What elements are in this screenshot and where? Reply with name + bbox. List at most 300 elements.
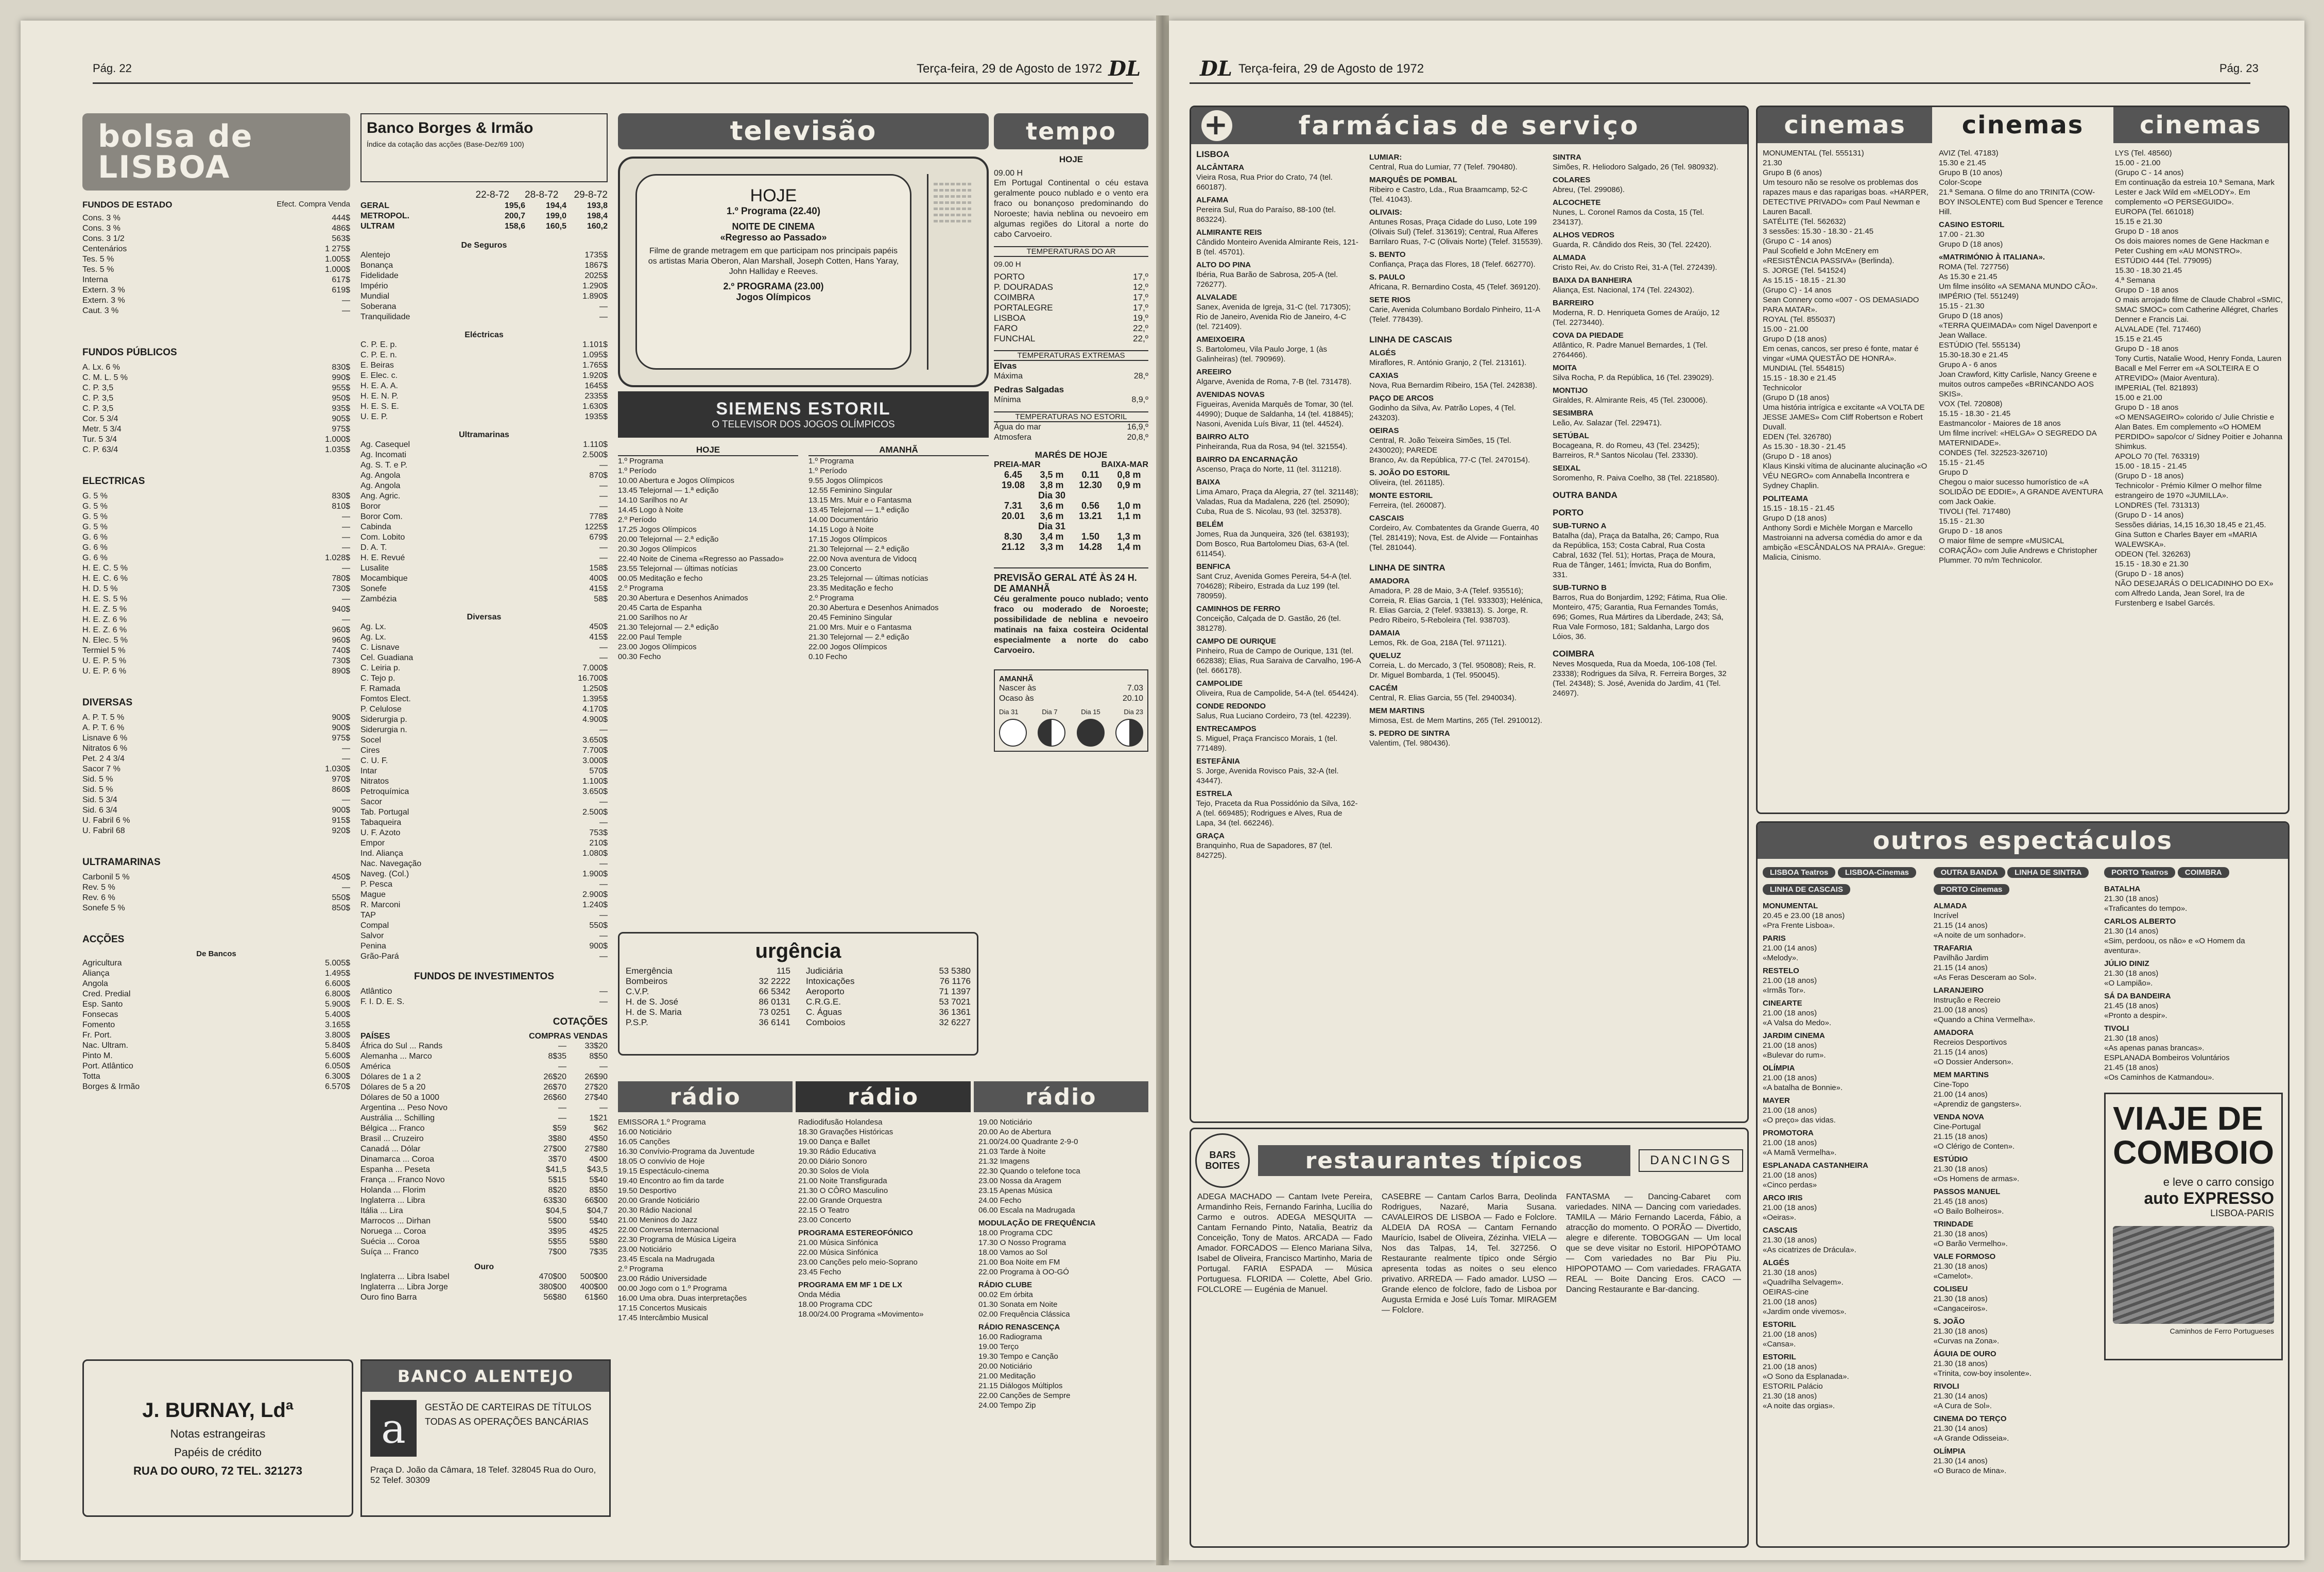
- tide-cell: 21.12: [1001, 542, 1025, 552]
- tv-set: [618, 157, 989, 387]
- tag-porto-teatros: PORTO Teatros: [2104, 867, 2175, 878]
- list-row: [82, 296, 350, 306]
- listing-text: S. JORGE (Tel. 541524): [1763, 266, 1846, 275]
- row-name: Sonefe 5 %: [82, 904, 125, 912]
- listing-text: 20.00 Ao de Abertura: [978, 1128, 1051, 1136]
- listing-text: 20.00 Noticiário: [978, 1362, 1032, 1371]
- tide-row: [994, 480, 1148, 490]
- list-row: [360, 859, 608, 869]
- listing-text: 23.00 Concerto: [798, 1216, 851, 1224]
- listing-text: Central, R. Elias Garcia, 55 (Tel. 2940034).: [1369, 694, 1517, 702]
- listing-heading: CASCAIS: [1369, 514, 1404, 523]
- list-row: [82, 574, 350, 584]
- tv-screen-p1: 1.º Programa (22.40): [726, 206, 821, 217]
- row-name: Argentina ... Peso Novo: [360, 1103, 447, 1112]
- list-row: [360, 1082, 608, 1093]
- alentejo-ad: [360, 1359, 611, 1517]
- listing-heading: SINTRA: [1553, 153, 1581, 162]
- listing-text: Um filme incrível: «HELGA» O SEGREDO DA MATERNIDADE».: [1939, 429, 2096, 447]
- pair-row: [626, 966, 790, 976]
- borges-name: Banco Borges & Irmão: [367, 119, 533, 136]
- list-row: [360, 879, 608, 890]
- row-name: Grão-Pará: [360, 952, 399, 961]
- temps-hora: 09.00 H: [994, 260, 1021, 269]
- row-name: C. Tejo p.: [360, 674, 395, 683]
- row-value: 1.240$: [582, 901, 608, 909]
- row-value: 935$: [332, 404, 350, 413]
- listing-heading: JÚLIO DINIZ: [2104, 959, 2149, 968]
- list-row: [82, 635, 350, 646]
- row-value: 415$: [589, 633, 608, 642]
- list-row: [360, 787, 608, 797]
- row-value: —: [342, 754, 350, 763]
- row-value: 5$15: [548, 1176, 566, 1184]
- listing-text: EDEN (Tel. 326780): [1763, 433, 1832, 441]
- listing-text: Grupo A - 6 anos: [1939, 360, 1997, 369]
- row-value: 16.700$: [578, 674, 608, 683]
- farmacias-title-bar: [1191, 107, 1747, 144]
- listing-text: «Cangaceiros».: [1933, 1304, 1988, 1313]
- row-value: 1.000$: [325, 265, 350, 274]
- row-name: Sonefe: [360, 584, 387, 593]
- tv-column: [618, 113, 989, 1071]
- listing-text: 21.15 (14 anos): [1933, 963, 1988, 972]
- row-value: 5.900$: [325, 1000, 350, 1009]
- listing-text: 21.ª Semana. O filme do ano TRINITA (COW-BOY INSOLENTE) com Bud Spencer e Terence Hill.: [1939, 188, 2103, 216]
- listing-heading: ALCÂNTARA: [1196, 163, 1245, 172]
- radio-column: [618, 1081, 1148, 1545]
- listing-heading: ALCOCHETE: [1553, 198, 1601, 207]
- listing-heading: LUMIAR:: [1369, 153, 1402, 162]
- row-value: $41,5: [545, 1165, 566, 1174]
- listing-text: Sessões diárias, 14,15 16,30 18,45 e 21,45. Gina Sutton e Charles Bayer em «MARIA WALEWSKA».: [2115, 521, 2266, 549]
- row-value: 1.890$: [582, 292, 608, 301]
- listing-heading: GRAÇA: [1196, 832, 1225, 840]
- tide-cell: 3,6 m: [1040, 500, 1064, 511]
- listing-heading: COLARES: [1553, 176, 1591, 184]
- list-row: [360, 402, 608, 412]
- listing-text: EUROPA (Tel. 661018): [2115, 208, 2194, 216]
- baixa-label: BAIXA-MAR: [1101, 460, 1148, 469]
- list-row: [82, 1051, 350, 1061]
- listing-heading: TRAFARIA: [1933, 944, 1973, 953]
- list-row: [360, 291, 608, 302]
- tide-row: [994, 511, 1148, 521]
- row-value: 2025$: [584, 271, 608, 280]
- row-value: —: [599, 798, 608, 806]
- listing-text: 21.00 (18 anos): [1763, 1106, 1817, 1115]
- viaje-route: LISBOA-PARIS: [2210, 1208, 2274, 1218]
- coimbra-list: [1553, 659, 1728, 698]
- listing-heading: ENTRECAMPOS: [1196, 724, 1256, 733]
- nascer-value: 7.03: [1127, 684, 1143, 693]
- listing-heading: CONDE REDONDO: [1196, 702, 1266, 711]
- row-value: 850$: [332, 904, 350, 912]
- row-value: 8$50: [589, 1186, 608, 1195]
- pair-row: [994, 334, 1148, 344]
- row-value: 486$: [332, 224, 350, 233]
- listing-heading: MONTE ESTORIL: [1369, 491, 1433, 500]
- listing-heading: CINEMA DO TERÇO: [1933, 1414, 2007, 1423]
- listing-text: 18.00 Programa CDC: [798, 1300, 873, 1309]
- pair-name: H. de S. Maria: [626, 1007, 682, 1017]
- listing-text: Tejo, Praceta da Rua Possidónio da Silva, 162-A (tel. 669485); Rodrigues e Alves, Rua de Lapa, 34 (tel. 662246).: [1196, 799, 1358, 827]
- listing-text: Pavilhão Jardim: [1933, 954, 1989, 962]
- listing-text: Cine-Topo: [1933, 1080, 1969, 1089]
- left-date: Terça-feira, 29 de Agosto de 1972: [917, 61, 1103, 76]
- tide-cell: 3,3 m: [1040, 542, 1064, 552]
- listing-text: 23.00 Canções pelo meio-Soprano: [798, 1258, 918, 1267]
- listing-heading: ARCO IRIS: [1763, 1194, 1803, 1202]
- listing-text: Batalha (da), Praça da Batalha, 26; Campo, Rua da República, 153; Costa Cabral, Rua Costa Cabral, 1632 (Tel. 51); Hortas, Praça de Moura, Rua de Tânger, 1461; Ímvicta, Rua do Bonfim, 331.: [1553, 531, 1719, 579]
- row-name: Alemanha ... Marco: [360, 1052, 432, 1061]
- listing-heading: OLÍMPIA: [1933, 1447, 1966, 1456]
- listing-text: O maior filme de sempre «MUSICAL CORAÇÃO» com Julie Andrews e Christopher Plummer. 70 m/m Technicolor.: [1939, 537, 2097, 565]
- pair-name: P.S.P.: [626, 1017, 648, 1027]
- row-value: 1935$: [584, 412, 608, 421]
- listing-heading: DAMAIA: [1369, 629, 1400, 637]
- listing-text: (Grupo D - 14 anos): [2115, 511, 2184, 520]
- row-value: 66$00: [584, 1196, 608, 1205]
- row-name: H. E. N. P.: [360, 392, 399, 401]
- listing-heading: S. PAULO: [1369, 273, 1405, 282]
- row-name: H. E. Z. 6 %: [82, 626, 127, 634]
- list-row: [82, 254, 350, 265]
- row-value: 158,6: [504, 222, 525, 231]
- ouro-heading: Ouro: [474, 1263, 494, 1271]
- listing-text: 15.30 e 21.45: [1939, 159, 1986, 167]
- listing-heading: CACÉM: [1369, 684, 1398, 693]
- list-row: [360, 1247, 608, 1257]
- list-row: [82, 872, 350, 883]
- list-row: [360, 987, 608, 997]
- listing-text: «O Bailo Bolheiros».: [1933, 1207, 2004, 1216]
- listing-text: Vieira Rosa, Rua Prior do Crato, 74 (tel. 660187).: [1196, 173, 1333, 192]
- list-row: [82, 563, 350, 574]
- list-row: [360, 910, 608, 921]
- listing-text: 21.30 (18 anos): [2104, 969, 2159, 978]
- list-row: [360, 1292, 608, 1303]
- tide-cell: [994, 521, 1032, 531]
- list-row: [82, 826, 350, 836]
- row-value: 3$70: [548, 1155, 566, 1164]
- listing-text: Onda Média: [798, 1290, 840, 1299]
- row-name: Carbonil 5 %: [82, 873, 130, 882]
- tide-cell: Dia 30: [1038, 490, 1066, 500]
- row-value: 915$: [332, 816, 350, 825]
- pair-name: PORTO: [994, 272, 1025, 282]
- moon-half-icon: [1038, 719, 1065, 747]
- listing-heading: ALMADA: [1553, 253, 1586, 262]
- row-name: Marrocos ... Dirhan: [360, 1217, 431, 1225]
- list-row: [360, 1154, 608, 1165]
- row-value: —: [599, 880, 608, 889]
- agua-label: Água do mar: [994, 423, 1041, 431]
- row-value: 444$: [332, 214, 350, 222]
- tide-cell: [1071, 521, 1110, 531]
- row-name: Lisnave 6 %: [82, 734, 128, 742]
- row-value: 550$: [332, 893, 350, 902]
- listing-text: 19.30 Rádio Educativa: [798, 1147, 876, 1156]
- row-value: 8$50: [589, 1052, 608, 1061]
- row-value: 160,2: [587, 222, 608, 231]
- estado-list: [82, 213, 350, 316]
- row-value: 975$: [332, 734, 350, 742]
- row-value: 617$: [332, 275, 350, 284]
- row-value: 26$90: [584, 1073, 608, 1081]
- listing-text: 21.30 (18 anos): [1933, 1327, 1988, 1336]
- row-value: 1.028$: [325, 554, 350, 562]
- list-row: [360, 201, 608, 211]
- list-row: [82, 979, 350, 989]
- listing-heading: RIVOLI: [1933, 1382, 1959, 1391]
- row-value: —: [342, 744, 350, 753]
- row-name: Noruega ... Coroa: [360, 1227, 426, 1236]
- row-value: —: [342, 512, 350, 521]
- list-row: [82, 435, 350, 445]
- list-row: [82, 1030, 350, 1041]
- list-row: [82, 656, 350, 666]
- row-value: $59: [553, 1124, 566, 1133]
- list-row: [360, 1124, 608, 1134]
- list-row: [82, 1010, 350, 1020]
- row-value: 5$40: [589, 1217, 608, 1225]
- mares-title: MARÉS DE HOJE: [1035, 450, 1108, 460]
- listing-text: 21.00 (18 anos): [1763, 1171, 1817, 1180]
- tempo-hora: 09.00 H: [994, 169, 1023, 178]
- pair-value: 17,º: [1133, 292, 1148, 302]
- diversas-heading: DIVERSAS: [82, 697, 133, 708]
- listing-heading: SUB-TURNO B: [1553, 583, 1607, 592]
- row-value: 900$: [332, 723, 350, 732]
- listing-text: Um filme insólito «A SEMANA MUNDO CÃO».: [1939, 282, 2098, 291]
- listing-text: Sean Connery como «007 - OS DEMASIADO PARA MATAR».: [1763, 296, 1919, 314]
- listing-text: Pinheiranda, Rua da Rosa, 94 (tel. 321554).: [1196, 442, 1348, 451]
- listing-heading: S. JOÃO DO ESTORIL: [1369, 469, 1450, 477]
- listing-heading: QUELUZ: [1369, 651, 1401, 660]
- row-name: C. P. 3,5: [82, 404, 114, 413]
- listing-text: 20.45 Feminino Singular: [808, 613, 892, 622]
- row-name: Termiel 5 %: [82, 646, 126, 655]
- row-name: C. M. L. 5 %: [82, 373, 128, 382]
- list-row: [360, 1041, 608, 1051]
- borges-banner: [360, 113, 608, 182]
- list-row: [360, 281, 608, 291]
- listing-text: Giraldes, R. Almirante Reis, 45 (Tel. 230006).: [1553, 396, 1708, 405]
- listing-text: 21.30 (18 anos): [1933, 1359, 1988, 1368]
- listing-text: Moderna, R. D. Henriqueta Gomes de Araújo, 12 (Tel. 2273440).: [1553, 308, 1720, 327]
- list-row: [360, 890, 608, 900]
- listing-text: MUNDIAL (Tel. 554815): [1763, 364, 1845, 373]
- row-value: —: [342, 883, 350, 892]
- list-row: [82, 1041, 350, 1051]
- listing-text: «Bulevar do rum».: [1763, 1051, 1826, 1060]
- row-value: 194,4: [545, 201, 566, 210]
- listing-text: 1.º Programa: [618, 457, 664, 465]
- listing-heading: BAIXA DA BANHEIRA: [1553, 276, 1632, 285]
- listing-text: Grupo D (18 anos): [1939, 312, 2003, 320]
- list-row: [82, 969, 350, 979]
- cotacoes-heading: COTAÇÕES: [553, 1016, 608, 1027]
- row-name: H. E. Z. 6 %: [82, 615, 127, 624]
- list-row: [82, 733, 350, 744]
- listing-text: 16.00 Radiograma: [978, 1333, 1042, 1341]
- listing-text: 21.30 (18 anos): [1763, 1268, 1817, 1277]
- listing-text: Confiança, Praça das Flores, 18 (Telef. 662770).: [1369, 260, 1536, 269]
- row-name: U. F. Azoto: [360, 828, 401, 837]
- bolsa-column: [82, 113, 350, 1540]
- row-value: 3.800$: [325, 1031, 350, 1040]
- row-name: Borges & Irmão: [82, 1082, 140, 1091]
- listing-text: 21.45 (18 anos): [2104, 1001, 2159, 1010]
- list-row: [360, 553, 608, 563]
- row-value: 500$00: [580, 1272, 608, 1281]
- pair-row: [626, 1007, 790, 1017]
- listing-heading: CAMINHOS DE FERRO: [1196, 604, 1281, 613]
- row-name: G. 6 %: [82, 554, 108, 562]
- row-value: 780$: [332, 574, 350, 583]
- listing-heading: CARLOS ALBERTO: [2104, 917, 2176, 926]
- row-name: D. A. T.: [360, 543, 387, 552]
- listing-text: Anthony Sordi e Michèle Morgan e Marcello Mastroianni na adversa comédia do amor e da ambição «ESCÂNDALOS NA PRAIA». Gregue: Malicia, Cinismo.: [1763, 524, 1925, 562]
- listing-text: 21.30 O CÔRO Masculino: [798, 1186, 888, 1195]
- viaje-ad: [2104, 1093, 2283, 1360]
- tide-cell: 0.11: [1081, 470, 1099, 480]
- listing-text: Grupo D (18 anos): [1763, 335, 1827, 343]
- list-row: [360, 997, 608, 1007]
- listing-text: Cordeiro, Av. Combatentes da Grande Guerra, 40 (Tel. 281419); Nova, Est. de Alvide — Fontainhas (Tel. 281044).: [1369, 524, 1539, 552]
- row-value: 1.035$: [325, 445, 350, 454]
- listing-text: «Irmãs Tor».: [1763, 986, 1806, 995]
- list-row: [82, 754, 350, 764]
- list-row: [360, 271, 608, 281]
- listing-text: «Pra Frente Lisboa».: [1763, 921, 1835, 930]
- listing-text: 0.10 Fecho: [808, 652, 848, 661]
- listing-heading: BAIXA: [1196, 478, 1220, 487]
- burnay-line2: Papéis de crédito: [174, 1445, 262, 1459]
- row-value: —: [342, 296, 350, 305]
- row-value: —: [342, 533, 350, 542]
- tide-row: [994, 542, 1148, 552]
- list-row: [360, 440, 608, 450]
- listing-text: «Quando a China Vermelha».: [1933, 1015, 2036, 1024]
- list-row: [82, 1061, 350, 1072]
- viaje-brand: auto EXPRESSO: [2144, 1189, 2274, 1207]
- listing-text: 21.15 (14 anos): [1933, 921, 1988, 930]
- list-row: [82, 1072, 350, 1082]
- listing-text: 21.30 Telejornal — 2.ª edição: [618, 623, 719, 632]
- listing-text: MONUMENTAL (Tel. 555131): [1763, 149, 1864, 158]
- row-value: —: [599, 1062, 608, 1071]
- listing-text: Eastmancolor - Maiores de 18 anos: [1939, 419, 2061, 428]
- list-row: [82, 265, 350, 275]
- list-row: [360, 1185, 608, 1196]
- row-name: Empor: [360, 839, 385, 848]
- pair-row: [806, 976, 971, 987]
- row-name: Socel: [360, 736, 382, 745]
- row-value: 415$: [589, 584, 608, 593]
- row-name: Rev. 5 %: [82, 883, 115, 892]
- listing-heading: POLITEAMA: [1763, 494, 1809, 503]
- row-value: 6.600$: [325, 979, 350, 988]
- listing-text: S. Jorge, Avenida Rovisco Pais, 32-A (tel. 43447).: [1196, 767, 1339, 785]
- listing-heading: SETE RIOS: [1369, 296, 1411, 304]
- tag-lisboa-teatros: LISBOA Teatros: [1763, 867, 1835, 878]
- row-name: Cel. Guadiana: [360, 653, 414, 662]
- listing-text: «Trinita, cow-boy insolente».: [1933, 1369, 2032, 1378]
- burnay-address: RUA DO OURO, 72 TEL. 321273: [133, 1464, 303, 1477]
- row-name: GERAL: [360, 201, 389, 210]
- listing-text: 21.00 (14 anos): [1933, 1090, 1988, 1099]
- list-row: [82, 646, 350, 656]
- row-name: G. 5 %: [82, 512, 108, 521]
- row-value: —: [558, 1042, 566, 1050]
- listing-text: «As cicatrizes de Drácula».: [1763, 1246, 1856, 1254]
- list-row: [360, 512, 608, 522]
- row-value: —: [599, 859, 608, 868]
- listing-text: 21.00/24.00 Quadrante 2-9-0: [978, 1137, 1078, 1146]
- row-value: 753$: [589, 828, 608, 837]
- nascer-label: Nascer às: [999, 684, 1037, 693]
- list-row: [360, 584, 608, 594]
- row-value: 3.165$: [325, 1021, 350, 1029]
- row-value: 6.050$: [325, 1062, 350, 1070]
- tide-cell: 14.28: [1078, 542, 1103, 552]
- pair-value: 36 6141: [759, 1017, 790, 1027]
- listing-heading: ESTORIL: [1763, 1353, 1796, 1361]
- row-value: 1.395$: [582, 695, 608, 703]
- list-row: [360, 481, 608, 491]
- left-page-number: Pág. 22: [93, 62, 132, 75]
- row-name: Bonança: [360, 261, 393, 270]
- listing-text: Valentim, (Tel. 980436).: [1369, 739, 1451, 748]
- row-value: 4.170$: [582, 705, 608, 714]
- borges-date-1: 22-8-72: [475, 189, 509, 200]
- row-name: H. E. Z. 5 %: [82, 605, 127, 614]
- listing-text: 22.00 Música Sinfónica: [798, 1248, 879, 1257]
- row-value: —: [599, 997, 608, 1006]
- row-value: 905$: [332, 414, 350, 423]
- listing-text: 20.00 Telejornal — 2.ª edição: [618, 535, 719, 544]
- listing-text: (Grupo C) - 14 anos: [1763, 286, 1832, 295]
- row-name: Esp. Santo: [82, 1000, 123, 1009]
- list-row: [360, 931, 608, 941]
- pair-value: 76 1176: [939, 976, 971, 986]
- list-row: [360, 838, 608, 849]
- list-row: [82, 502, 350, 512]
- urgencia-right: [806, 966, 971, 1028]
- listing-text: APOLO 70 (Tel. 763319): [2115, 452, 2200, 461]
- listing-text: «Jardim onde vivemos».: [1763, 1307, 1847, 1316]
- row-name: Nitratos: [360, 777, 389, 786]
- row-name: América: [360, 1062, 391, 1071]
- tag-porto-cinemas: PORTO Cinemas: [1934, 884, 2010, 895]
- list-row: [360, 715, 608, 725]
- right-top-rule: [1190, 82, 2250, 84]
- row-name: Império: [360, 282, 388, 290]
- listing-text: 20.30 Solos de Viola: [798, 1167, 869, 1176]
- listing-text: 1.º Período: [618, 467, 657, 475]
- row-value: 4$25: [589, 1227, 608, 1236]
- listing-text: «A Mamã Vermelha».: [1763, 1148, 1837, 1157]
- seguros-heading: De Seguros: [461, 241, 507, 250]
- list-row: [360, 797, 608, 807]
- listing-text: (Grupo D - 18 anos): [1763, 452, 1832, 461]
- row-name: Sid. 5 %: [82, 785, 113, 794]
- row-name: Tes. 5 %: [82, 255, 114, 264]
- row-value: —: [599, 1103, 608, 1112]
- tide-cell: 13.21: [1078, 511, 1103, 521]
